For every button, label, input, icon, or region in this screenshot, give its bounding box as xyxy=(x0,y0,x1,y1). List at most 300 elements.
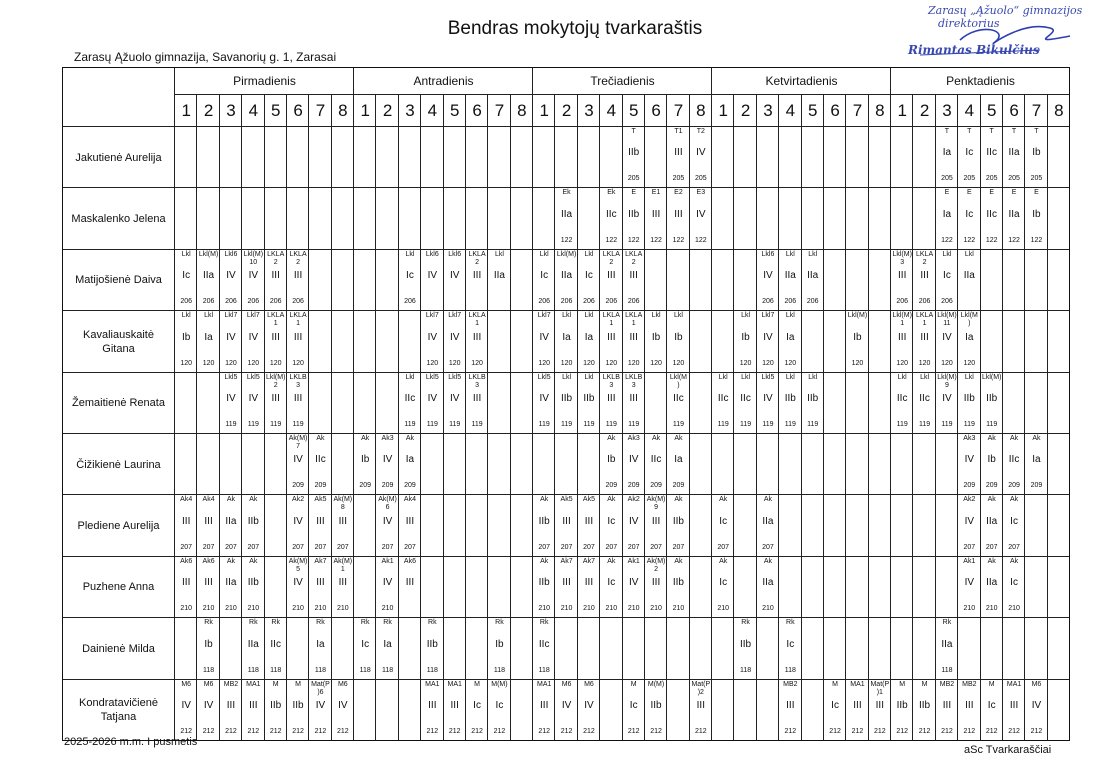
lesson-subject: T xyxy=(1011,128,1017,135)
lesson-class: Ic xyxy=(629,699,638,711)
schedule-cell xyxy=(354,311,376,372)
schedule-cell xyxy=(1003,618,1025,679)
schedule-cell xyxy=(712,311,734,372)
lesson-subject: T1 xyxy=(674,128,683,135)
lesson-room: 207 xyxy=(1008,543,1020,551)
lesson-subject: Rk xyxy=(383,619,392,627)
lesson-room: 210 xyxy=(247,605,260,613)
lesson-subject: Lkl6 xyxy=(425,250,439,258)
schedule-cell xyxy=(1025,373,1047,434)
lesson-subject: Lkl5 xyxy=(425,373,439,381)
lesson-subject: M6 xyxy=(203,680,214,688)
lesson-entry xyxy=(1025,188,1047,249)
schedule-cell xyxy=(421,495,443,556)
document-title: Bendras mokytojų tvarkaraštis xyxy=(447,18,703,39)
schedule-cell xyxy=(488,127,510,188)
lesson-subject: Lkl xyxy=(897,373,907,381)
period-number: 2 xyxy=(382,101,393,120)
lesson-subject: Lkl xyxy=(808,373,818,381)
lesson-entry xyxy=(869,680,891,741)
lesson-room: 210 xyxy=(381,605,394,613)
lesson-class: IIa xyxy=(762,515,774,527)
period-number: 6 xyxy=(1009,101,1019,120)
lesson-entry xyxy=(220,311,242,372)
lesson-entry xyxy=(220,495,242,556)
lesson-subject: Ak7 xyxy=(582,557,595,565)
lesson-subject: LKLA 1 xyxy=(625,312,643,328)
lesson-subject: Lkl xyxy=(539,250,549,258)
lesson-class: Ic xyxy=(585,270,593,282)
lesson-class: Ib xyxy=(1032,208,1041,220)
schedule-cell xyxy=(690,250,712,311)
schedule-cell xyxy=(846,434,868,495)
lesson-room: 119 xyxy=(918,420,931,428)
lesson-entry xyxy=(242,311,264,372)
lesson-entry xyxy=(1025,434,1047,495)
schedule-cell xyxy=(734,495,756,556)
lesson-room: 206 xyxy=(627,298,640,306)
lesson-subject: Ak xyxy=(607,557,616,565)
schedule-cell xyxy=(645,373,667,434)
schedule-cell xyxy=(734,434,756,495)
schedule-cell xyxy=(802,495,824,556)
schedule-cell xyxy=(466,557,488,618)
lesson-subject: Lkl xyxy=(584,312,594,320)
lesson-entry xyxy=(376,618,398,679)
schedule-cell xyxy=(175,127,197,188)
lesson-class: III xyxy=(651,577,661,589)
lesson-room: 122 xyxy=(627,236,640,244)
school-address: Zarasų Ąžuolo gimnazija, Savanorių g. 1, Zarasai xyxy=(74,50,337,64)
lesson-room: 120 xyxy=(292,359,304,367)
lesson-subject: M6 xyxy=(561,680,572,688)
schedule-cell xyxy=(488,373,510,434)
lesson-room: 119 xyxy=(986,420,998,428)
period-number: 4 xyxy=(427,101,438,120)
lesson-class: III xyxy=(584,515,594,527)
lesson-subject: Lkl xyxy=(718,373,728,381)
lesson-subject: Rk xyxy=(741,619,750,627)
lesson-entry xyxy=(287,680,309,741)
lesson-entry xyxy=(555,680,577,741)
lesson-class: IV xyxy=(427,270,438,282)
lesson-room: 118 xyxy=(270,666,282,674)
lesson-entry xyxy=(779,618,801,679)
lesson-class: IV xyxy=(696,147,706,159)
lesson-class: Ia xyxy=(562,331,571,343)
lesson-subject: Ak xyxy=(987,496,996,504)
lesson-room: 120 xyxy=(560,359,573,367)
period-number: 3 xyxy=(942,101,952,120)
lesson-subject: LKLB 3 xyxy=(625,373,643,389)
lesson-room: 210 xyxy=(672,605,685,613)
lesson-entry xyxy=(779,311,801,372)
period-number: 7 xyxy=(494,101,505,120)
lesson-entry xyxy=(354,434,376,495)
schedule-cell xyxy=(891,495,913,556)
schedule-cell xyxy=(309,127,331,188)
lesson-subject: Ak(M) 6 xyxy=(378,496,397,512)
lesson-entry xyxy=(1003,127,1025,188)
lesson-entry xyxy=(466,250,488,311)
lesson-room: 212 xyxy=(1030,727,1043,735)
lesson-class: III xyxy=(182,515,191,527)
lesson-room: 122 xyxy=(672,236,685,244)
lesson-subject: Ak1 xyxy=(963,557,976,565)
lesson-room: 207 xyxy=(404,543,416,551)
teacher-name: Čižikienė Laurina xyxy=(76,458,161,471)
lesson-room: 118 xyxy=(538,666,550,674)
schedule-cell xyxy=(712,127,734,188)
lesson-class: Ib xyxy=(607,454,616,466)
schedule-cell xyxy=(220,434,242,495)
lesson-room: 118 xyxy=(359,666,371,674)
stamp-line-name: Rimantas Bikulčius xyxy=(908,43,1040,57)
schedule-cell xyxy=(511,127,533,188)
period-number: 4 xyxy=(964,101,975,120)
lesson-subject: Ak(M) 5 xyxy=(288,557,308,573)
teacher-name: Dainienė Milda xyxy=(82,642,155,655)
lesson-entry xyxy=(332,495,354,556)
lesson-room: 209 xyxy=(381,482,394,490)
lesson-entry xyxy=(242,618,264,679)
schedule-cell xyxy=(376,250,398,311)
schedule-cell xyxy=(511,434,533,495)
lesson-entry xyxy=(265,311,287,372)
schedule-cell xyxy=(354,127,376,188)
schedule-cell xyxy=(444,434,466,495)
lesson-subject: Ak(M) 2 xyxy=(646,557,666,573)
schedule-cell xyxy=(779,434,801,495)
lesson-subject: E xyxy=(966,189,972,197)
lesson-entry xyxy=(913,250,935,311)
lesson-room: 210 xyxy=(292,605,304,613)
schedule-cell xyxy=(869,250,891,311)
lesson-entry xyxy=(265,680,287,741)
lesson-room: 120 xyxy=(627,359,640,367)
schedule-cell xyxy=(869,495,891,556)
lesson-class: IIc xyxy=(919,392,930,404)
lesson-class: IV xyxy=(382,454,393,466)
lesson-subject: Ak xyxy=(607,435,616,442)
lesson-entry xyxy=(623,495,645,556)
lesson-class: IV xyxy=(315,699,326,711)
lesson-room: 206 xyxy=(941,298,953,306)
schedule-cell xyxy=(1048,680,1070,741)
schedule-cell xyxy=(846,188,868,249)
lesson-room: 212 xyxy=(583,727,595,735)
lesson-subject: MA1 xyxy=(447,680,462,688)
lesson-class: IIc xyxy=(650,454,662,466)
lesson-class: Ib xyxy=(987,454,996,466)
lesson-entry xyxy=(981,188,1003,249)
lesson-entry xyxy=(309,557,331,618)
schedule-cell xyxy=(466,434,488,495)
schedule-cell xyxy=(197,373,219,434)
lesson-entry xyxy=(623,127,645,188)
schedule-cell xyxy=(511,311,533,372)
lesson-subject: Ak2 xyxy=(627,496,640,504)
lesson-class: IV xyxy=(449,392,460,404)
lesson-subject: Ak5 xyxy=(582,496,595,504)
lesson-room: 120 xyxy=(426,359,439,367)
lesson-class: IV xyxy=(763,392,773,404)
period-number: 8 xyxy=(338,101,348,120)
lesson-class: III xyxy=(338,515,347,527)
lesson-subject: Lkl xyxy=(673,312,683,320)
schedule-cell xyxy=(802,680,824,741)
lesson-subject: Lkl xyxy=(562,312,572,320)
lesson-subject: M xyxy=(921,680,928,688)
lesson-entry xyxy=(891,680,913,741)
lesson-subject: Rk xyxy=(942,619,952,627)
schedule-cell xyxy=(555,434,577,495)
schedule-cell xyxy=(265,434,287,495)
lesson-entry xyxy=(354,618,376,679)
schedule-cell xyxy=(175,373,197,434)
schedule-cell xyxy=(1048,618,1070,679)
lesson-room: 206 xyxy=(180,298,193,306)
schedule-cell xyxy=(824,311,846,372)
schedule-cell xyxy=(802,557,824,618)
lesson-subject: Ak xyxy=(719,557,728,565)
schedule-cell xyxy=(779,495,801,556)
schedule-cell xyxy=(1048,311,1070,372)
lesson-class: IV xyxy=(584,699,594,711)
schedule-cell xyxy=(309,311,331,372)
schedule-cell xyxy=(466,127,488,188)
lesson-subject: Ak(M) 1 xyxy=(333,557,353,573)
lesson-entry xyxy=(309,680,331,741)
lesson-subject: Ak3 xyxy=(381,435,394,442)
teacher-name: Kondratavičienė Tatjana xyxy=(79,696,158,724)
lesson-subject: Lkl xyxy=(785,312,795,320)
schedule-cell xyxy=(511,373,533,434)
lesson-entry xyxy=(958,434,980,495)
lesson-room: 209 xyxy=(650,482,662,490)
lesson-entry xyxy=(623,311,645,372)
period-number: 2 xyxy=(919,101,930,120)
lesson-class: IV xyxy=(763,331,773,343)
lesson-room: 212 xyxy=(941,727,953,735)
schedule-cell xyxy=(197,434,219,495)
teacher-name: Kavaliauskaitė Gitana xyxy=(83,328,154,355)
lesson-subject: T xyxy=(989,128,994,135)
schedule-cell xyxy=(1048,250,1070,311)
lesson-entry xyxy=(958,557,980,618)
schedule-cell xyxy=(1003,250,1025,311)
schedule-cell xyxy=(399,311,421,372)
schedule-cell xyxy=(802,127,824,188)
lesson-subject: Lkl xyxy=(785,250,795,258)
lesson-entry xyxy=(376,557,398,618)
lesson-class: IIb xyxy=(628,208,640,220)
lesson-room: 119 xyxy=(449,420,461,428)
lesson-room: 207 xyxy=(963,543,976,551)
lesson-class: IV xyxy=(964,515,975,527)
period-number: 5 xyxy=(449,101,460,120)
schedule-cell xyxy=(555,127,577,188)
lesson-room: 205 xyxy=(1030,175,1043,183)
period-number: 3 xyxy=(226,101,236,120)
schedule-cell xyxy=(1003,373,1025,434)
lesson-subject: Lkl(M) xyxy=(981,373,1002,381)
lesson-subject: LKLB 3 xyxy=(468,373,486,389)
lesson-entry xyxy=(242,557,264,618)
lesson-subject: M xyxy=(832,680,838,688)
schedule-cell xyxy=(712,188,734,249)
schedule-cell xyxy=(600,127,622,188)
lesson-class: IIc xyxy=(717,392,729,404)
schedule-cell xyxy=(869,311,891,372)
lesson-entry xyxy=(578,557,600,618)
schedule-cell xyxy=(555,618,577,679)
schedule-cell xyxy=(891,188,913,249)
schedule-cell xyxy=(287,188,309,249)
lesson-entry xyxy=(220,373,242,434)
schedule-cell xyxy=(488,434,510,495)
lesson-entry xyxy=(399,557,421,618)
lesson-entry xyxy=(712,373,734,434)
lesson-subject: LKLA 2 xyxy=(289,250,307,266)
schedule-cell xyxy=(242,188,264,249)
lesson-room: 120 xyxy=(672,359,685,367)
lesson-entry xyxy=(958,680,980,741)
lesson-entry xyxy=(913,680,935,741)
period-number: 7 xyxy=(1031,101,1042,120)
lesson-entry xyxy=(242,250,264,311)
lesson-entry xyxy=(578,250,600,311)
period-number: 3 xyxy=(584,101,594,120)
lesson-class: III xyxy=(786,699,795,711)
schedule-cell xyxy=(690,495,712,556)
lesson-room: 119 xyxy=(292,420,304,428)
lesson-room: 212 xyxy=(493,727,506,735)
lesson-class: IIb xyxy=(538,577,550,589)
lesson-entry xyxy=(958,311,980,372)
schedule-cell xyxy=(936,495,958,556)
lesson-class: IIc xyxy=(986,147,997,159)
lesson-room: 119 xyxy=(762,420,774,428)
lesson-entry xyxy=(1003,434,1025,495)
lesson-subject: Ak1 xyxy=(627,557,640,565)
period-number: 5 xyxy=(628,101,639,120)
schedule-cell xyxy=(1048,434,1070,495)
lesson-class: IIb xyxy=(628,147,640,159)
lesson-entry xyxy=(197,557,219,618)
lesson-subject: M xyxy=(988,680,995,688)
lesson-entry xyxy=(802,250,824,311)
footer-software: aSc Tvarkaraščiai xyxy=(964,744,1052,756)
lesson-subject: Ak xyxy=(226,496,236,504)
lesson-room: 207 xyxy=(717,543,730,551)
lesson-entry xyxy=(600,311,622,372)
schedule-cell xyxy=(734,127,756,188)
lesson-room: 120 xyxy=(269,359,282,367)
lesson-class: Ic xyxy=(965,208,974,220)
lesson-subject: Lkl xyxy=(964,250,974,258)
lesson-room: 122 xyxy=(985,236,998,244)
lesson-room: 119 xyxy=(404,420,416,428)
lesson-room: 206 xyxy=(202,298,215,306)
lesson-room: 207 xyxy=(180,543,193,551)
schedule-cell xyxy=(824,618,846,679)
lesson-subject: LKLA 2 xyxy=(267,250,285,266)
schedule-cell xyxy=(734,557,756,618)
schedule-cell xyxy=(444,188,466,249)
lesson-room: 209 xyxy=(627,482,640,490)
lesson-room: 210 xyxy=(202,605,215,613)
lesson-class: III xyxy=(696,699,705,711)
schedule-cell xyxy=(690,434,712,495)
lesson-room: 207 xyxy=(247,543,260,551)
schedule-cell xyxy=(981,618,1003,679)
lesson-subject: LKLA 1 xyxy=(916,312,934,328)
lesson-class: III xyxy=(898,270,907,282)
lesson-subject: Lkl5 xyxy=(448,373,462,381)
lesson-room: 118 xyxy=(202,666,215,674)
lesson-room: 207 xyxy=(605,543,618,551)
lesson-subject: Lkl xyxy=(584,250,594,258)
schedule-cell xyxy=(421,127,443,188)
lesson-class: III xyxy=(316,577,325,589)
lesson-class: III xyxy=(472,392,482,404)
lesson-room: 119 xyxy=(784,420,796,428)
header-corner xyxy=(62,67,175,127)
lesson-entry xyxy=(600,373,622,434)
lesson-entry xyxy=(287,557,309,618)
lesson-subject: LKLB 3 xyxy=(289,373,307,389)
schedule-cell xyxy=(332,250,354,311)
lesson-subject: Lkl xyxy=(405,373,415,381)
lesson-room: 210 xyxy=(1008,605,1020,613)
lesson-entry xyxy=(376,495,398,556)
lesson-entry xyxy=(309,495,331,556)
schedule-cell xyxy=(869,434,891,495)
lesson-subject: Ak6 xyxy=(180,557,193,565)
lesson-room: 212 xyxy=(292,727,304,735)
lesson-entry xyxy=(690,680,712,741)
schedule-cell xyxy=(712,250,734,311)
lesson-room: 120 xyxy=(963,359,976,367)
lesson-class: IIb xyxy=(426,638,438,650)
lesson-class: IIa xyxy=(762,577,774,589)
lesson-room: 212 xyxy=(180,727,193,735)
schedule-cell xyxy=(757,618,779,679)
lesson-class: IIb xyxy=(986,392,998,404)
lesson-room: 212 xyxy=(225,727,237,735)
lesson-class: Ic xyxy=(361,638,370,650)
schedule-cell xyxy=(488,495,510,556)
lesson-room: 120 xyxy=(605,359,618,367)
lesson-room: 212 xyxy=(650,727,662,735)
lesson-room: 210 xyxy=(336,605,349,613)
lesson-entry xyxy=(936,680,958,741)
lesson-subject: LKLA 2 xyxy=(602,250,620,266)
lesson-room: 209 xyxy=(292,482,304,490)
lesson-subject: MA1 xyxy=(536,680,552,688)
schedule-cell xyxy=(734,680,756,741)
period-number: 4 xyxy=(248,101,259,120)
lesson-subject: Ak6 xyxy=(403,557,416,565)
lesson-entry xyxy=(667,188,689,249)
lesson-class: IIb xyxy=(963,392,975,404)
lesson-room: 120 xyxy=(247,359,260,367)
schedule-cell xyxy=(779,188,801,249)
lesson-class: III xyxy=(651,515,661,527)
lesson-class: III xyxy=(629,392,638,404)
lesson-subject: Lkl xyxy=(942,250,952,258)
